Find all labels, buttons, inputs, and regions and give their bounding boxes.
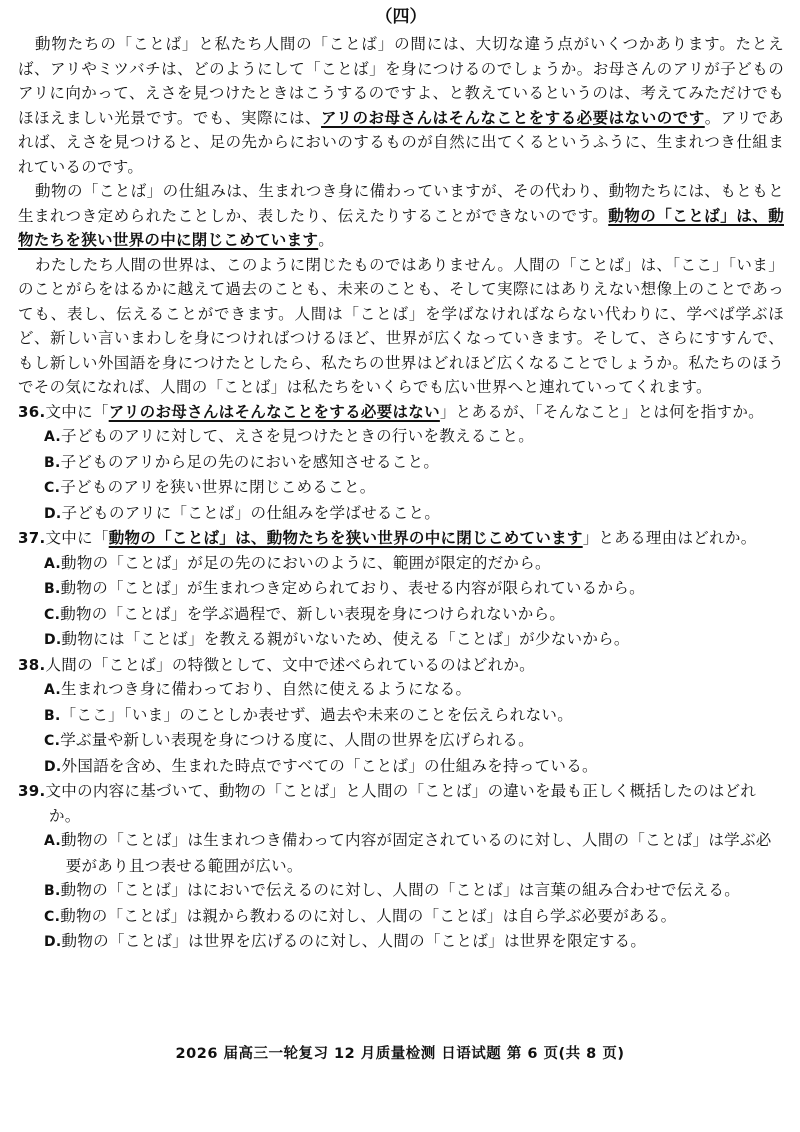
option-letter: A. — [44, 833, 62, 849]
stem-text: 」とある理由はどれか。 — [582, 529, 757, 547]
quoted-phrase: アリのお母さんはそんなことをする必要はない — [108, 401, 440, 421]
option-text: 動物の「ことば」は親から教わるのに対し、人間の「ことば」は自ら学ぶ必要がある。 — [60, 906, 677, 925]
question-number: 38. — [18, 655, 46, 674]
option-text: 外国語を含め、生まれた時点ですべての「ことば」の仕組みを持っている。 — [61, 756, 598, 775]
option-c[interactable] — [44, 728, 784, 754]
answer-options — [18, 424, 784, 526]
question-number: 39. — [18, 782, 46, 800]
question-37 — [18, 526, 784, 653]
option-c[interactable] — [44, 475, 784, 501]
option-letter: B. — [44, 581, 61, 597]
option-letter: D. — [44, 934, 62, 950]
option-letter: D. — [44, 758, 62, 775]
stem-text: 文中に「 — [45, 529, 109, 547]
page-footer: 2026 届高三一轮复习 12 月质量检测 日语试题 第 6 页(共 8 页) — [175, 1046, 625, 1062]
option-letter: B. — [44, 707, 61, 724]
option-letter: A. — [44, 682, 62, 698]
option-letter: B. — [44, 454, 61, 471]
section-title: （四） — [375, 7, 427, 27]
option-text: 生まれつき身に備わっており、自然に使えるようになる。 — [61, 680, 472, 698]
answer-options — [18, 828, 784, 955]
option-letter: C. — [44, 908, 61, 925]
question-stem — [18, 653, 784, 678]
question-number: 37. — [18, 529, 46, 547]
option-b[interactable] — [44, 878, 784, 904]
passage-paragraph — [18, 32, 784, 179]
option-a[interactable] — [44, 828, 784, 878]
option-b[interactable] — [44, 576, 784, 602]
question-36 — [18, 400, 784, 527]
stem-text: 文中に「 — [45, 402, 109, 421]
option-letter: B. — [44, 883, 61, 899]
answer-options — [18, 551, 784, 653]
underlined-phrase: 動物の「ことば」は、動物たちを狭い世界の中に閉じこめています — [18, 205, 784, 249]
passage-text: 動物の「ことば」の仕組みは、生まれつき身に備わっていますが、その代わり、動物たちには、もともと生まれつき定められたことしか、表したり、伝えたりすることができないのです。 — [18, 182, 784, 225]
option-text: 動物の「ことば」を学ぶ過程で、新しい表現を身につけられないから。 — [60, 604, 566, 623]
option-a[interactable] — [44, 551, 784, 577]
quoted-phrase: 動物の「ことば」は、動物たちを狭い世界の中に閉じこめています — [108, 528, 583, 547]
question-stem — [18, 779, 784, 828]
passage-text: わたしたち人間の世界は、このように閉じたものではありません。人間の「ことば」は、「ここ」「いま」のことがらをはるかに越えて過去のことも、未来のことも、そして実際にはありえない想像上のことであっても、表し、伝えることができます。人間は「ことば」を学ばなければならない代わりに、学べば学ぶほど、新しい言いまわしを身につければつけるほど、世界が広くなっていきます。そして、さらにすすんで、もし新しい外国語を身につけたとしたら、私たちの世界はどれほど広くなることでしょうか。私たちのほうでその気になれば、人間の「ことば」は私たちをいくらでも広い世界へと連れていってくれます。 — [18, 255, 784, 396]
option-c[interactable] — [44, 602, 784, 628]
underlined-phrase: アリのお母さんはそんなことをする必要はないのです — [321, 107, 705, 127]
option-d[interactable] — [44, 627, 784, 653]
option-letter: D. — [44, 505, 62, 522]
option-b[interactable] — [44, 703, 784, 729]
stem-text: 」とあるが、「そんなこと」とは何を指すか。 — [439, 402, 764, 421]
option-letter: A. — [44, 429, 62, 445]
option-text: 動物には「ことば」を教える親がいないため、使える「ことば」が少ないから。 — [61, 630, 630, 648]
passage-text: 動物たちの「ことば」と私たち人間の「ことば」の間には、大切な違う点がいくつかあります。たとえば、アリやミツバチは、どのようにして「ことば」を身につけるのでしょうか。お母さんのアリが子どものアリに向かって、えさを見つけたときはこうするのですよ、と教えているというのは、考えてみただけでもほほえましい光景です。でも、実際には、 — [18, 35, 784, 127]
option-text: 子どものアリに対して、えさを見つけたときの行いを教えること。 — [61, 427, 535, 445]
option-a[interactable] — [44, 424, 784, 450]
option-text: 動物の「ことば」は生まれつき備わって内容が固定されているのに対し、人間の「ことば」は学ぶ必要があり且つ表せる範囲が広い。 — [61, 831, 772, 875]
option-d[interactable] — [44, 929, 784, 955]
option-text: 動物の「ことば」が足の先のにおいのように、範囲が限定的だから。 — [61, 553, 551, 572]
option-text: 動物の「ことば」はにおいで伝えるのに対し、人間の「ことば」は言葉の組み合わせで伝える。 — [60, 881, 740, 899]
option-d[interactable] — [44, 501, 784, 527]
answer-options — [18, 677, 784, 779]
option-text: 子どものアリから足の先のにおいを感知させること。 — [60, 452, 440, 471]
question-stem — [18, 526, 784, 551]
option-text: 動物の「ことば」が生まれつき定められており、表せる内容が限られているから。 — [60, 579, 645, 597]
stem-text: 文中の内容に基づいて、動物の「ことば」と人間の「ことば」の違いを最も正しく概括したのはどれか。 — [45, 782, 757, 825]
exam-page — [18, 6, 784, 1124]
option-a[interactable] — [44, 677, 784, 703]
option-d[interactable] — [44, 754, 784, 780]
option-b[interactable] — [44, 450, 784, 476]
option-letter: A. — [44, 555, 62, 572]
reading-passage — [18, 32, 784, 400]
option-letter: D. — [44, 632, 62, 648]
option-text: 「ここ」「いま」のことしか表せず、過去や未来のことを伝えられない。 — [60, 705, 574, 724]
question-38 — [18, 653, 784, 780]
passage-paragraph — [18, 253, 784, 400]
option-text: 子どものアリに「ことば」の仕組みを学ばせること。 — [61, 503, 441, 522]
option-text: 動物の「ことば」は世界を広げるのに対し、人間の「ことば」は世界を限定する。 — [61, 932, 647, 950]
question-stem — [18, 400, 784, 425]
option-letter: C. — [44, 733, 61, 749]
option-text: 学ぶ量や新しい表現を身につける度に、人間の世界を広げられる。 — [60, 731, 534, 749]
passage-text: 。アリであれば、えさを見つけると、足の先からにおいのするものが自然に出てくるというふうに、生まれつき仕組まれているのです。 — [18, 108, 784, 176]
stem-text: 人間の「ことば」の特徴として、文中で述べられているのはどれか。 — [45, 655, 535, 674]
passage-paragraph — [18, 179, 784, 253]
passage-text: 。 — [318, 231, 335, 249]
question-39 — [18, 779, 784, 955]
option-c[interactable] — [44, 904, 784, 930]
option-text: 子どものアリを狭い世界に閉じこめること。 — [60, 478, 376, 496]
option-letter: C. — [44, 606, 61, 623]
option-letter: C. — [44, 480, 61, 496]
question-number: 36. — [18, 402, 46, 421]
question-list — [18, 400, 784, 955]
